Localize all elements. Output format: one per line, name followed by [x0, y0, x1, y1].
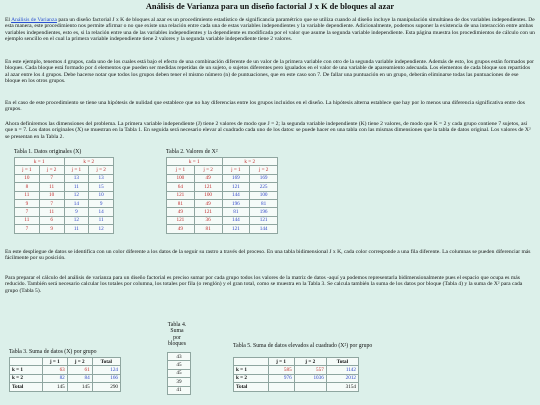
sum-cell: 2012 — [326, 374, 358, 382]
table-row — [168, 386, 191, 394]
data-cell: 11 — [89, 216, 114, 224]
j-header: j = 2 — [194, 166, 222, 174]
table-row — [15, 216, 114, 224]
j-header: j = 2 — [250, 166, 278, 174]
data-cell: 225 — [250, 183, 278, 191]
j-header: j = 2 — [39, 166, 64, 174]
table-row — [168, 378, 191, 386]
color-paragraph: En este despliegue de datos se identifica con un color diferente a los datos de la seguir su rastro a través del proceso. En una tabla bidimensional J x K, cada color corresponde a una fila diferente. La columnas se pueden diferenciar más fácilmente por su posición. — [5, 249, 531, 262]
data-cell: 81 — [194, 225, 222, 233]
sum-cell: 585 — [268, 366, 294, 374]
j-header: j = 1 — [15, 166, 40, 174]
data-cell: 121 — [222, 183, 250, 191]
data-cell: 9 — [64, 208, 89, 216]
data-cell: 11 — [15, 216, 40, 224]
data-cell: 49 — [167, 208, 195, 216]
total-cell — [268, 383, 294, 391]
column-header: Total — [92, 358, 120, 366]
hypothesis-paragraph: En el caso de este procedimiento se tiene una hipótesis de nulidad que establece que no hay diferencias entre los grupos incluidos en el diseño. La hipótesis alterna establece que hay por lo menos una diferencia significativa entre dos grupos. — [5, 100, 525, 113]
anova-link[interactable]: Análisis de Varianza — [11, 17, 57, 23]
data-cell: 121 — [194, 208, 222, 216]
table-row — [15, 183, 114, 191]
total-cell: 145 — [42, 383, 67, 391]
data-cell: 121 — [250, 216, 278, 224]
intro-prefix: El — [5, 17, 12, 23]
row-label: k = 1 — [10, 366, 43, 374]
data-cell: 49 — [167, 225, 195, 233]
table-row — [10, 366, 121, 374]
data-cell: 144 — [250, 225, 278, 233]
data-cell: 13 — [89, 174, 114, 182]
sum-cell: 166 — [92, 374, 120, 382]
corner-cell — [10, 358, 43, 366]
data-cell: 121 — [222, 225, 250, 233]
block-sum-cell: 43 — [168, 353, 191, 361]
sums-paragraph: Para preparar el cálculo del análisis de varianza para un diseño factorial es preciso sumar por cada grupo todos los valores de la matriz de datos -aquí ya podemos representarla bidimensionalmente pues el espacio que ocupa es más reducido. También será necesario calcular los totales por columna, los totales por fila (o renglón) y el gran total, como se muestra en la Tabla 3. Se calcula también la suma de los datos por bloque (Tabla 4) y la suma de X² para cada grupo (Tabla 5). — [5, 275, 523, 294]
data-cell: 36 — [194, 216, 222, 224]
sum-cell: 82 — [42, 374, 67, 382]
k-header: k = 2 — [222, 158, 278, 166]
total-cell: 145 — [67, 383, 92, 391]
sum-cell: 1036 — [294, 374, 326, 382]
table-row — [168, 361, 191, 369]
sum-cell: 61 — [67, 366, 92, 374]
data-cell: 11 — [64, 183, 89, 191]
column-header: Total — [326, 358, 358, 366]
j-header: j = 1 — [167, 166, 195, 174]
table-row — [234, 366, 359, 374]
total-row — [10, 383, 121, 391]
data-cell: 100 — [250, 191, 278, 199]
table-row — [15, 191, 114, 199]
data-cell: 100 — [167, 174, 195, 182]
data-cell: 49 — [194, 199, 222, 207]
data-cell: 121 — [167, 216, 195, 224]
data-cell: 144 — [222, 191, 250, 199]
data-cell: 7 — [39, 174, 64, 182]
data-cell: 7 — [15, 225, 40, 233]
data-cell: 9 — [89, 199, 114, 207]
sum-cell: 124 — [92, 366, 120, 374]
block-sum-cell: 39 — [168, 378, 191, 386]
table-row — [234, 374, 359, 382]
data-cell: 81 — [222, 208, 250, 216]
table5-caption: Tabla 5. Suma de datos elevados al cuadrado (X²) por grupo — [233, 343, 373, 349]
data-cell: 14 — [89, 208, 114, 216]
table2-squared-values — [166, 157, 278, 234]
column-header: j = 1 — [42, 358, 67, 366]
total-label: Total — [10, 383, 43, 391]
data-cell: 7 — [15, 208, 40, 216]
j-header: j = 1 — [64, 166, 89, 174]
table2-caption: Tabla 2. Valores de X² — [166, 149, 218, 155]
data-cell: 64 — [167, 183, 195, 191]
row-label: k = 2 — [10, 374, 43, 382]
k-header: k = 2 — [64, 158, 114, 166]
block-sum-cell: 45 — [168, 369, 191, 377]
data-cell: 169 — [222, 174, 250, 182]
table-row — [168, 369, 191, 377]
data-cell: 10 — [39, 191, 64, 199]
data-cell: 121 — [167, 191, 195, 199]
sum-cell: 63 — [42, 366, 67, 374]
data-cell: 121 — [194, 183, 222, 191]
j-header: j = 1 — [222, 166, 250, 174]
j-header: j = 2 — [89, 166, 114, 174]
table-row — [15, 208, 114, 216]
data-cell: 13 — [64, 174, 89, 182]
table-row — [15, 174, 114, 182]
total-cell — [294, 383, 326, 391]
row-label: k = 1 — [234, 366, 269, 374]
total-label: Total — [234, 383, 269, 391]
data-cell: 10 — [15, 174, 40, 182]
table4-block-sums — [167, 352, 191, 395]
table1-original-data — [14, 157, 114, 234]
data-cell: 196 — [250, 208, 278, 216]
table-row — [167, 174, 278, 182]
data-cell: 14 — [64, 199, 89, 207]
data-cell: 49 — [194, 174, 222, 182]
data-cell: 11 — [39, 208, 64, 216]
data-cell: 196 — [222, 199, 250, 207]
data-cell: 11 — [15, 191, 40, 199]
data-cell: 12 — [64, 216, 89, 224]
column-header: j = 2 — [294, 358, 326, 366]
total-row — [234, 383, 359, 391]
table-row — [167, 183, 278, 191]
block-sum-cell: 45 — [168, 361, 191, 369]
page-title: Análisis de Varianza para un diseño factorial J x K de bloques al azar — [145, 2, 395, 11]
sum-cell: 557 — [294, 366, 326, 374]
table4-caption: Tabla 4. Suma por bloques — [167, 322, 187, 348]
sum-cell: 976 — [268, 374, 294, 382]
data-cell: 12 — [89, 225, 114, 233]
intro-paragraph — [5, 17, 535, 43]
table-row — [15, 199, 114, 207]
table3-group-sums — [9, 357, 121, 392]
table-row — [167, 208, 278, 216]
row-label: k = 2 — [234, 374, 269, 382]
block-sum-cell: 41 — [168, 386, 191, 394]
k-header: k = 1 — [15, 158, 65, 166]
data-cell: 8 — [15, 183, 40, 191]
table-row — [168, 353, 191, 361]
table-row — [167, 191, 278, 199]
data-cell: 6 — [39, 216, 64, 224]
example-paragraph: En este ejemplo, tenemos 4 grupos, cada uno de los cuales está bajo el efecto de una combinación diferente de un valor de la primera variable con otro de la segunda variable independiente. Además de esto, los grupos están formados por bloques. Cada bloque está formado por 4 elementos que pueden ser medidas repetidas de un sujeto, o sujetos diferentes pero igualados en el valor de una variable de apareamiento adecuada. Los elementos de cada bloque son repartidos al azar entre los 4 grupos. Debe hacerse notar que todos los grupos deben tener el mismo número (n) de puntuaciones, que en este caso son 7. De fallar una puntuación en un grupo, deberán eliminarse todas las puntuaciones de ese bloque en los otros grupos. — [5, 59, 535, 85]
data-cell: 7 — [39, 199, 64, 207]
k-header: k = 1 — [167, 158, 223, 166]
table-row — [10, 374, 121, 382]
data-cell: 100 — [194, 191, 222, 199]
data-cell: 10 — [89, 191, 114, 199]
data-cell: 169 — [250, 174, 278, 182]
data-cell: 11 — [39, 183, 64, 191]
intro-text: para un diseño factorial J x K de bloques al azar es un procedimiento estadístico de significancia paramétrico que se utiliza cuando al diseño incluye la manipulación simultánea de dos variables independientes. De esta manera, este procedimiento nos permite afirmar o no que existe una relación entre cada una de estas variables independientes y la variable dependiente. Adicionalmente, podemos suponer la existencia de una interacción entre ambas variables independientes, esto es, si la relación entre una de las variables independientes y la dependiente es modificada por el valor que asume la segunda variable independiente. Esta página muestra los procedimientos de cálculo con un ejemplo sencillo en el cual la primera variable independiente tiene 2 valores y la segunda variable independiente tiene 2 valores. — [5, 17, 535, 43]
table1-caption: Tabla 1. Datos originales (X) — [14, 149, 82, 155]
data-cell: 144 — [222, 216, 250, 224]
total-cell: 3154 — [326, 383, 358, 391]
table-row — [167, 216, 278, 224]
table5-squared-sums — [233, 357, 359, 392]
corner-cell — [234, 358, 269, 366]
data-cell: 9 — [15, 199, 40, 207]
table-row — [15, 225, 114, 233]
column-header: j = 1 — [268, 358, 294, 366]
table3-caption: Tabla 3. Suma de datos (X) por grupo — [9, 349, 97, 355]
total-cell: 290 — [92, 383, 120, 391]
sum-cell: 84 — [67, 374, 92, 382]
data-cell: 81 — [250, 199, 278, 207]
data-cell: 81 — [167, 199, 195, 207]
data-cell: 11 — [64, 225, 89, 233]
dimensions-paragraph: Ahora definiremos las dimensiones del problema. La primera variable independiente (J) tiene 2 valores de modo que J = 2; la segunda variable independiente (K) tiene 2 valores, de modo que K = 2 y cada grupo contiene 7 sujetos, así que n = 7. Los datos originales (X) se muestran en la Tabla 1. En seguida será necesario elevar al cuadrado cada uno de los datos: se puede hacer en una tabla con las mismas dimensiones que la tabla de datos original. Los valores de X² se presentan en la Tabla 2. — [5, 121, 531, 140]
column-header: j = 2 — [67, 358, 92, 366]
sum-cell: 1142 — [326, 366, 358, 374]
table-row — [167, 199, 278, 207]
table-row — [167, 225, 278, 233]
data-cell: 12 — [64, 191, 89, 199]
data-cell: 9 — [39, 225, 64, 233]
data-cell: 15 — [89, 183, 114, 191]
